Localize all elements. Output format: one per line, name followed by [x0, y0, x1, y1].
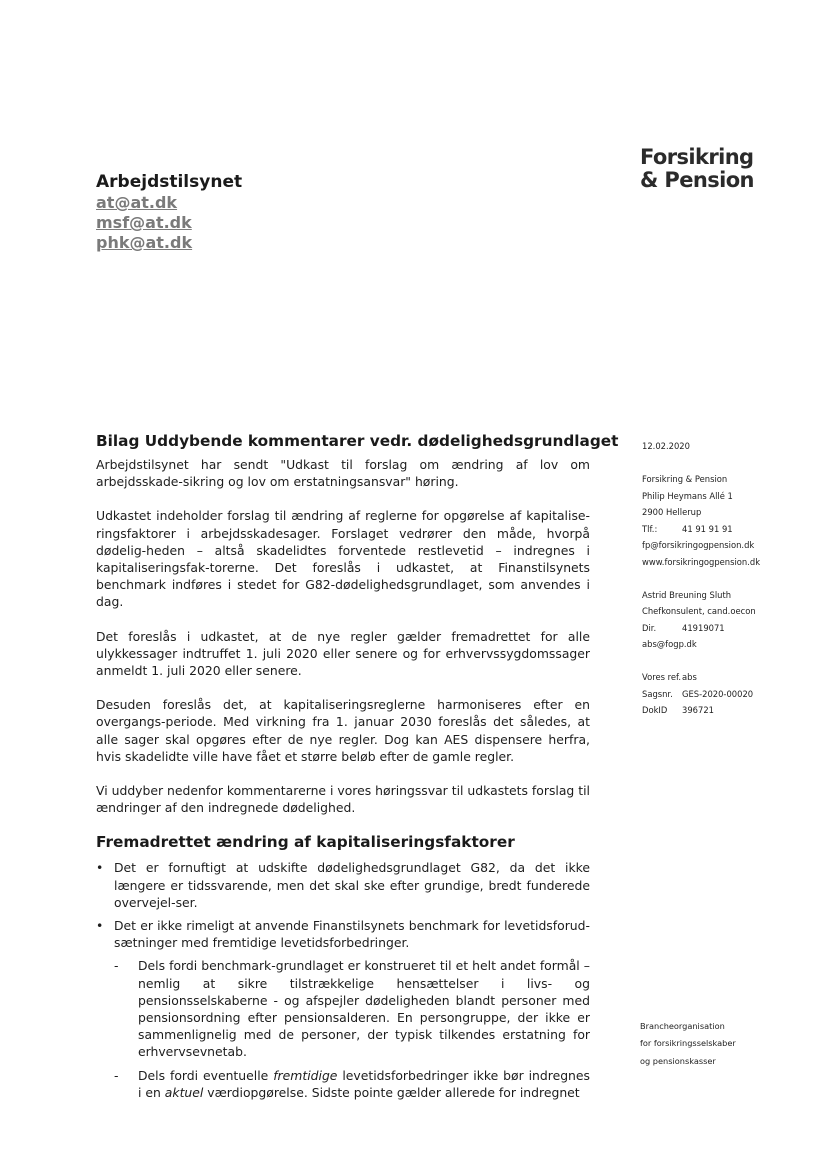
dash-icon: - — [114, 958, 119, 974]
document-title: Bilag Uddybende kommentarer vedr. dødelighedsgrundlaget — [96, 432, 619, 450]
list-item — [114, 957, 590, 1060]
sub-bullet-list — [114, 957, 590, 1101]
reference-value: abs — [682, 672, 697, 682]
body-paragraph: Arbejdstilsynet har sendt "Udkast til forslag om ændring af lov om arbejdsskade-sikring og lov om erstatningsansvar" høring. — [96, 457, 590, 490]
organisation-tagline — [640, 1018, 736, 1070]
list-item — [96, 917, 590, 1101]
reference-label: Sagsnr. — [642, 688, 673, 699]
body-paragraph: Udkastet indeholder forslag til ændring af reglerne for opgørelse af kapitalise-ringsfaktorer i arbejdsskadesager. Forslaget vedrører den måde, hvorpå dødelig-heden – altså skadelidtes forventede restlevetid – indregnes i kapitaliseringsfak-torerne. Det foreslås i udkastet, at Finanstilsynets benchmark indføres i stedet for G82-dødelighedsgrundlaget, som anvendes i dag. — [96, 508, 590, 610]
reference-label: Vores ref. — [642, 672, 682, 682]
letter-body — [96, 431, 619, 1107]
reference-row — [642, 702, 812, 719]
tagline-line: Brancheorganisation — [640, 1021, 725, 1031]
bullet-icon: • — [96, 860, 104, 876]
list-item — [114, 1067, 590, 1101]
reference-row — [642, 686, 812, 703]
phone-label: Tlf.: — [642, 523, 658, 534]
recipient-email-link[interactable]: msf@at.dk — [96, 213, 192, 232]
bullet-icon: • — [96, 918, 104, 934]
date-block — [642, 438, 812, 455]
tagline-line: for forsikringsselskaber — [640, 1038, 736, 1049]
list-item — [96, 859, 590, 911]
recipient-email-link[interactable]: phk@at.dk — [96, 233, 193, 252]
tagline-line: og pensionskasser — [640, 1055, 716, 1066]
recipient-email-link[interactable]: at@at.dk — [96, 193, 178, 212]
bullet-list — [96, 859, 590, 1101]
bullet-text: Det er ikke rimeligt at anvende Finanstilsynets benchmark for levetidsforud-sætninger med fremtidige levetidsforbedringer. — [114, 918, 590, 951]
org-email-link[interactable]: fp@forsikringogpension.dk — [642, 540, 755, 550]
body-paragraph: Det foreslås i udkastet, at de nye regler gælder fremadrettet for alle ulykkessager indtruffet 1. juli 2020 eller senere og for erhvervssygdomssager anmeldt 1. juli 2020 eller senere. — [96, 628, 590, 679]
org-city: 2900 Hellerup — [642, 507, 702, 517]
company-logo — [640, 146, 770, 192]
direct-label: Dir. — [642, 622, 657, 633]
recipient-name: Arbejdstilsynet — [96, 172, 243, 192]
phone-value: 41 91 91 91 — [682, 523, 733, 534]
reference-row — [642, 669, 812, 686]
text-run: levetidsforbedringer ikke bør indregnes i en — [138, 1067, 590, 1100]
text-run: værdiopgørelse. Sidste pointe gælder allerede for indregnet — [203, 1084, 580, 1100]
emphasis-text: fremtidige — [273, 1067, 338, 1083]
contact-direct — [642, 620, 812, 637]
letter-date: 12.02.2020 — [642, 441, 690, 451]
body-paragraph: Desuden foreslås det, at kapitaliseringsreglerne harmoniseres efter en overgangs-periode. Med virkning fra 1. januar 2030 foreslås det således, at alle sager skal opgøres efter de nye regler. Dog kan AES dispensere herfra, hvis skadelidte ville have fået et større beløb efter de gamle regler. — [96, 697, 590, 764]
logo-line-1: Forsikring — [640, 145, 754, 169]
reference-value: 396721 — [682, 705, 714, 715]
sub-bullet-text: Dels fordi benchmark-grundlaget er konstrueret til et helt andet formål – nemlig at sikre tilstrækkelige hensættelser i livs- og pensionsselskaberne - og afspejler dødeligheden blandt personer med pensionsordning efter pensionsalderen. En persongruppe, der ikke er sammenlignelig med de personer, der typisk tilkendes erstatning for erhvervsevnetab. — [138, 958, 590, 1060]
text-run: Dels fordi eventuelle — [138, 1067, 274, 1083]
reference-value: GES-2020-00020 — [682, 688, 754, 699]
org-phone — [642, 521, 812, 538]
reference-block — [642, 669, 812, 719]
section-heading: Fremadrettet ændring af kapitaliseringsfaktorer — [96, 833, 515, 852]
org-website-link[interactable]: www.forsikringogpension.dk — [642, 556, 761, 567]
reference-label: DokID — [642, 705, 668, 715]
org-address-block — [642, 471, 812, 570]
contact-block — [642, 587, 812, 653]
contact-name: Astrid Breuning Sluth — [642, 589, 732, 600]
logo-line-2: & Pension — [640, 168, 754, 192]
contact-title: Chefkonsulent, cand.oecon — [642, 606, 756, 616]
org-name: Forsikring & Pension — [642, 474, 728, 484]
sender-sidebar — [642, 438, 812, 735]
contact-email-link[interactable]: abs@fogp.dk — [642, 639, 697, 649]
dash-icon: - — [114, 1067, 119, 1083]
org-street: Philip Heymans Allé 1 — [642, 490, 733, 501]
body-paragraph: Vi uddyber nedenfor kommentarerne i vores høringssvar til udkastets forslag til ændringer af den indregnede dødelighed. — [96, 783, 590, 816]
emphasis-text: aktuel — [164, 1084, 204, 1100]
bullet-text: Det er fornuftigt at udskifte dødelighedsgrundlaget G82, da det ikke længere er tidssvarende, men det skal ske efter grundige, bredt funderede overvejel-ser. — [114, 860, 590, 910]
recipient-block — [96, 172, 242, 253]
direct-value: 41919071 — [682, 622, 725, 633]
sub-bullet-text — [138, 1068, 590, 1100]
